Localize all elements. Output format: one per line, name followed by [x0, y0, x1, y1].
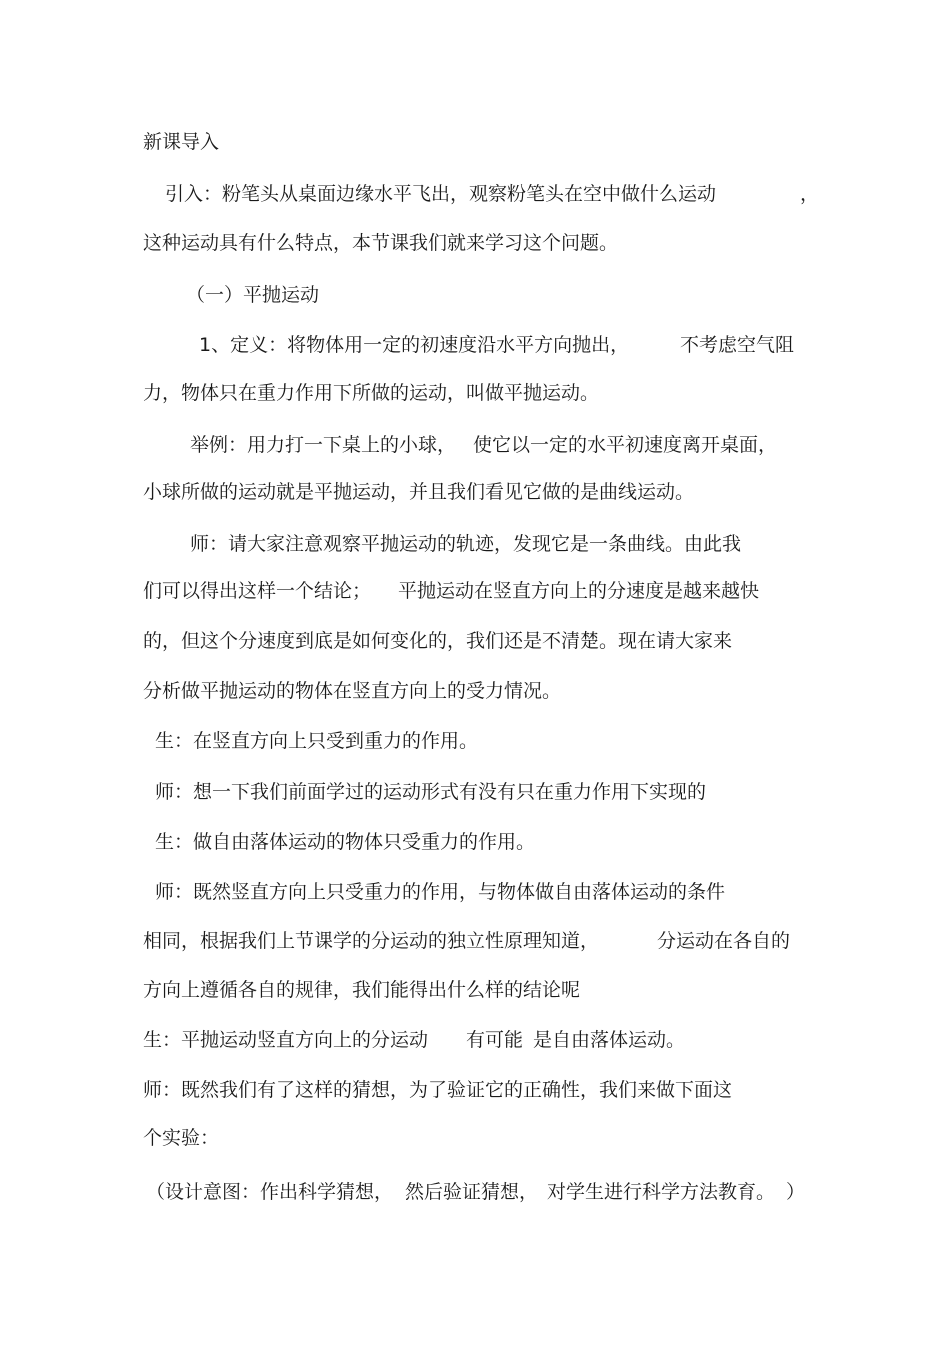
intro-line-1: 引入：粉笔头从桌面边缘水平飞出，观察粉笔头在空中做什么运动	[165, 183, 717, 205]
teacher-3-line-2: 相同，根据我们上节课学的分运动的独立性原理知道，	[143, 930, 600, 952]
design-note-part-2: 然后验证猜想，	[405, 1181, 539, 1203]
student-2: 生：做自由落体运动的物体只受重力的作用。	[155, 831, 536, 853]
design-note-part-1: （设计意图：作出科学猜想，	[146, 1181, 394, 1203]
example-line-1: 举例：用力打一下桌上的小球，	[190, 434, 457, 456]
definition-line-1-tail: 不考虑空气阻	[680, 334, 795, 356]
teacher-1-line-1: 师：请大家注意观察平抛运动的轨迹，发现它是一条曲线。由此我	[190, 533, 742, 555]
teacher-2: 师：想一下我们前面学过的运动形式有没有只在重力作用下实现的	[155, 781, 707, 803]
intro-line-1-comma: ，	[800, 183, 820, 205]
teacher-1-line-3: 的，但这个分速度到底是如何变化的，我们还是不清楚。现在请大家来	[143, 630, 733, 652]
design-note-part-4: ）	[786, 1181, 806, 1203]
heading-new-lesson: 新课导入	[143, 131, 220, 153]
student-1: 生：在竖直方向上只受到重力的作用。	[155, 730, 479, 752]
intro-line-2: 这种运动具有什么特点，本节课我们就来学习这个问题。	[143, 232, 619, 254]
teacher-1-line-4: 分析做平抛运动的物体在竖直方向上的受力情况。	[143, 680, 562, 702]
teacher-1-line-2: 们可以得出这样一个结论；	[143, 580, 372, 602]
student-3-part-3: 是自由落体运动。	[533, 1029, 686, 1051]
example-line-2: 小球所做的运动就是平抛运动，并且我们看见它做的是曲线运动。	[143, 481, 695, 503]
definition-line-1: 1、定义：将物体用一定的初速度沿水平方向抛出，	[199, 334, 630, 356]
teacher-4-line-1: 师：既然我们有了这样的猜想，为了验证它的正确性，我们来做下面这	[143, 1079, 733, 1101]
section-title: （一）平抛运动	[186, 284, 320, 306]
definition-line-2: 力，物体只在重力作用下所做的运动，叫做平抛运动。	[143, 382, 600, 404]
student-3-part-2: 有可能	[466, 1029, 524, 1051]
example-line-1-tail: 使它以一定的水平初速度离开桌面，	[473, 434, 778, 456]
student-3-part-1: 生：平抛运动竖直方向上的分运动	[143, 1029, 429, 1051]
teacher-3-line-2-tail: 分运动在各自的	[657, 930, 791, 952]
design-note-part-3: 对学生进行科学方法教育。	[547, 1181, 776, 1203]
teacher-1-line-2-tail: 平抛运动在竖直方向上的分速度是越来越快	[398, 580, 760, 602]
teacher-4-line-2: 个实验：	[143, 1127, 220, 1149]
teacher-3-line-3: 方向上遵循各自的规律，我们能得出什么样的结论呢	[143, 979, 581, 1001]
teacher-3-line-1: 师：既然竖直方向上只受重力的作用，与物体做自由落体运动的条件	[155, 881, 726, 903]
